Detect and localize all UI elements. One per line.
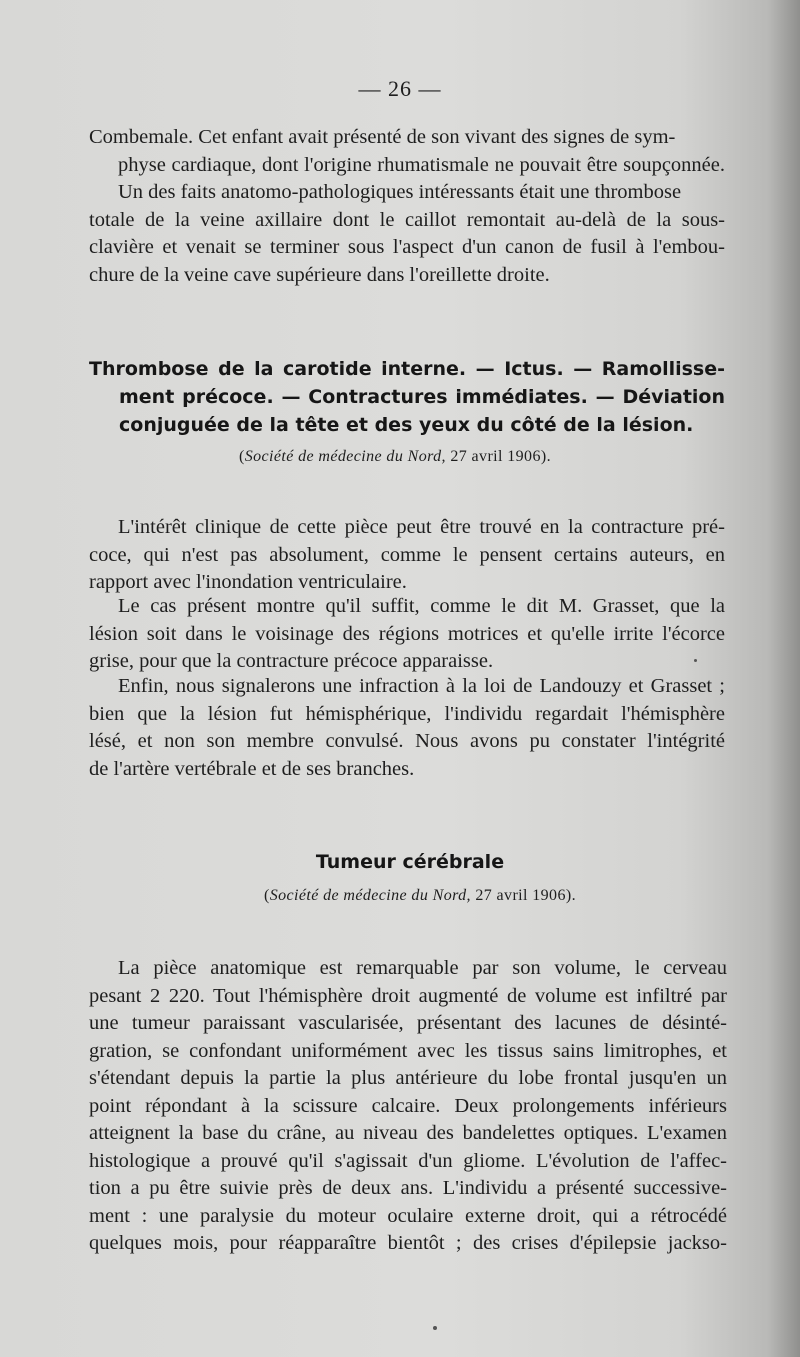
section-heading-tumeur: Tumeur cérébrale bbox=[315, 851, 505, 873]
page-number: — 26 — bbox=[358, 76, 442, 101]
ink-speck bbox=[694, 659, 697, 662]
text-line: tion a pu être suivie près de deux ans. L'individu a présenté successive- bbox=[89, 1177, 727, 1199]
intro-paragraph-2 bbox=[89, 179, 725, 289]
text-line: Enfin, nous signalerons une infraction à la loi de Landouzy et Grasset ; bbox=[118, 675, 725, 697]
text-line: point répondant à la scissure calcaire. Deux prolongements inférieurs bbox=[89, 1094, 727, 1117]
heading-line: conjuguée de la tête et des yeux du côté de la lésion. bbox=[119, 414, 694, 436]
text-line: s'étendant depuis la partie la plus antérieure du lobe frontal jusqu'en un bbox=[89, 1067, 727, 1089]
text-line: coce, qui n'est pas absolument, comme le pensent certains auteurs, en bbox=[89, 543, 725, 566]
text-line: clavière et venait se terminer sous l'aspect d'un canon de fusil à l'embou- bbox=[89, 236, 725, 258]
text-line: totale de la veine axillaire dont le caillot remontait au-delà de la sous- bbox=[89, 208, 725, 231]
paragraph bbox=[89, 593, 725, 676]
text-line: histologique a prouvé qu'il s'agissait d'un gliome. L'évolution de l'affec- bbox=[89, 1149, 727, 1172]
text-line: une tumeur paraissant vascularisée, présentant des lacunes de désinté- bbox=[89, 1012, 727, 1034]
ink-speck bbox=[433, 1326, 437, 1330]
text-line: quelques mois, pour réapparaître bientôt ; des crises d'épilepsie jackso- bbox=[89, 1232, 727, 1254]
intro-paragraph bbox=[89, 124, 725, 179]
text-line: Combemale. Cet enfant avait présenté de son vivant des signes de sym- bbox=[89, 126, 676, 148]
text-line: grise, pour que la contracture précoce apparaisse. bbox=[89, 650, 494, 672]
text-line: atteignent la base du crâne, au niveau des bandelettes optiques. L'examen bbox=[89, 1122, 727, 1144]
text-line: Le cas présent montre qu'il suffit, comme le dit M. Grasset, que la bbox=[118, 595, 725, 617]
text-line: rapport avec l'inondation ventriculaire. bbox=[89, 571, 407, 593]
text-line: lésé, et non son membre convulsé. Nous avons pu constater l'intégrité bbox=[89, 730, 725, 752]
citation-section1: (Société de médecine du Nord, 27 avril 1906). bbox=[238, 448, 551, 465]
text-line: physe cardiaque, dont l'origine rhumatismale ne pouvait être soupçonnée. bbox=[118, 153, 725, 176]
text-line: gration, se confondant uniformément avec les tissus sains limitrophes, et bbox=[89, 1039, 727, 1062]
text-line: ment : une paralysie du moteur oculaire externe droit, qui a rétrocédé bbox=[89, 1204, 727, 1227]
paragraph bbox=[89, 955, 727, 1258]
text-line: lésion soit dans le voisinage des régions motrices et qu'elle irrite l'écorce bbox=[89, 622, 725, 645]
text-line: La pièce anatomique est remarquable par son volume, le cerveau bbox=[118, 957, 727, 979]
text-line: pesant 2 220. Tout l'hémisphère droit augmenté de volume est infiltré par bbox=[89, 984, 727, 1007]
heading-line: ment précoce. — Contractures immédiates. — Déviation bbox=[119, 386, 725, 408]
citation-section2: (Société de médecine du Nord, 27 avril 1906). bbox=[263, 887, 576, 904]
text-line: Un des faits anatomo-pathologiques intéressants était une thrombose bbox=[118, 181, 682, 203]
text-line: bien que la lésion fut hémisphérique, l'individu regardait l'hémisphère bbox=[89, 702, 725, 725]
text-line: de l'artère vertébrale et de ses branches. bbox=[89, 757, 415, 780]
text-line: chure de la veine cave supérieure dans l'oreillette droite. bbox=[89, 263, 550, 286]
text-line: L'intérêt clinique de cette pièce peut être trouvé en la contracture pré- bbox=[118, 516, 725, 538]
paragraph bbox=[89, 514, 725, 597]
section-heading-thrombose bbox=[89, 355, 725, 439]
paragraph bbox=[89, 673, 725, 783]
heading-line: Thrombose de la carotide interne. — Ictus. — Ramollisse- bbox=[89, 358, 725, 380]
